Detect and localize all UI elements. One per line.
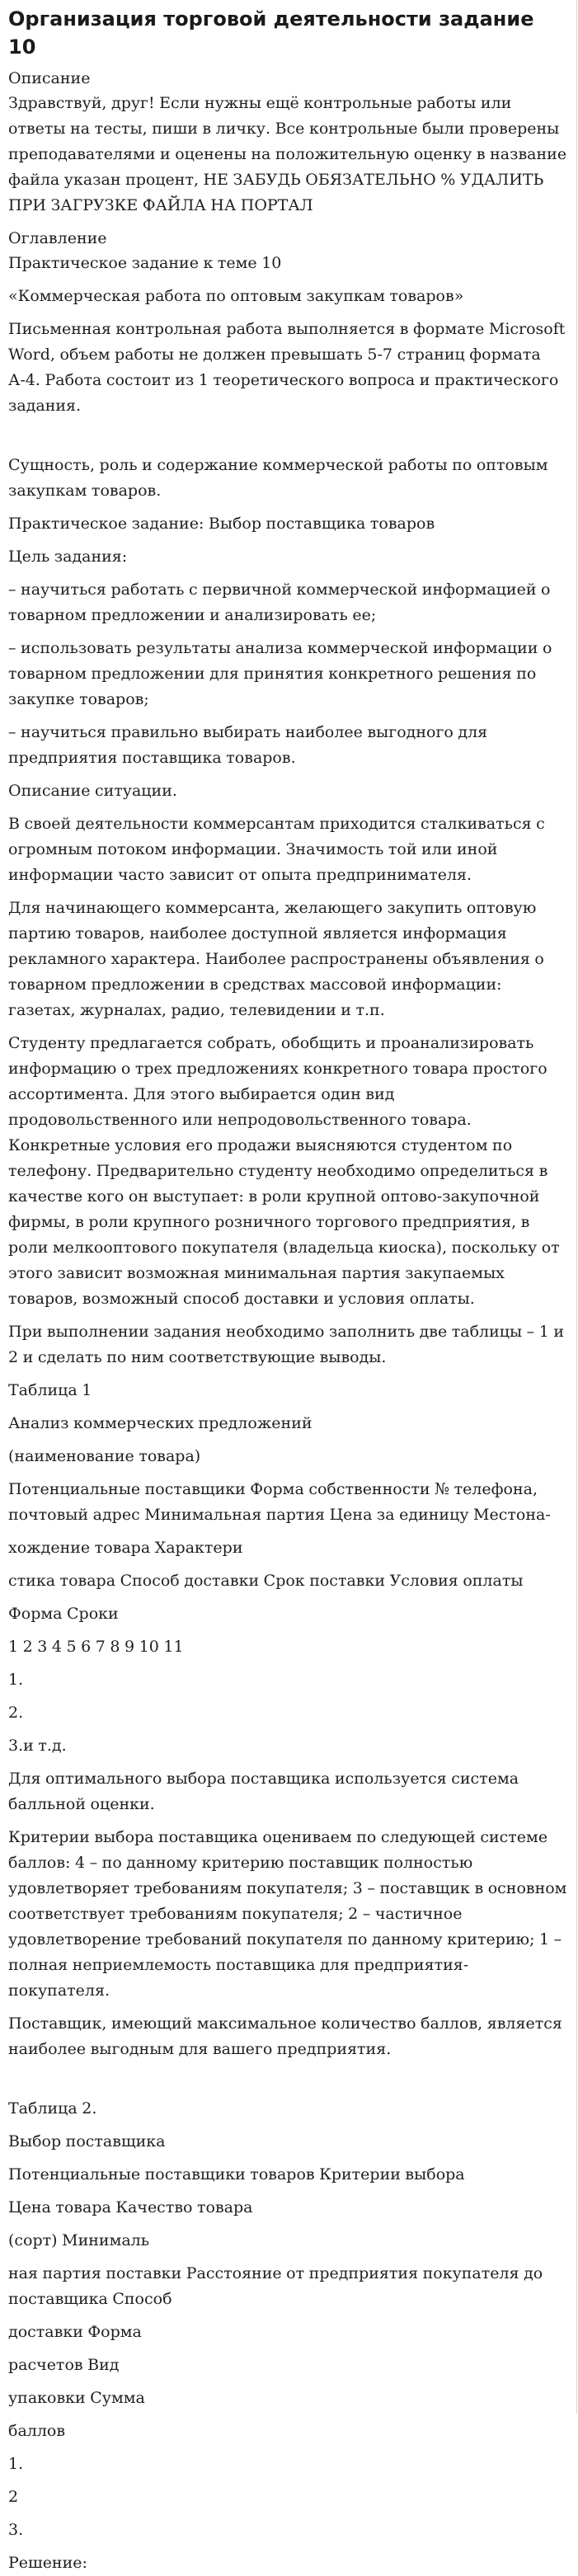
paragraph: – использовать результаты анализа коммерческой информации о товарном предложении для принятия конкретного решения по закупке товаров; [8, 639, 552, 708]
table-2-header: Потенциальные поставщики товаров Критерии выбора [8, 2165, 465, 2183]
paragraph: Для начинающего коммерсанта, желающего закупить оптовую партию товаров, наиболее доступной является информация рекламного характера. Наиболее распространены объявления о товарном предложении в средствах массовой информации: газетах, журналах, радио, телевидении и т.п. [8, 899, 544, 1019]
solution-label: Решение: [8, 2554, 87, 2572]
table-2-row: 2 [8, 2488, 19, 2506]
table-1-header: хождение товара Характери [8, 1539, 243, 1557]
table-1-row: 1. [8, 1671, 24, 1689]
table-2-row: 1. [8, 2455, 24, 2473]
paragraph: Сущность, роль и содержание коммерческой работы по оптовым закупкам товаров. [8, 456, 548, 500]
table-2-header: Цена товара Качество товара [8, 2198, 253, 2216]
table-1-header: Форма Сроки [8, 1605, 119, 1623]
paragraph: «Коммерческая работа по оптовым закупкам товаров» [8, 287, 464, 305]
paragraph: – научиться работать с первичной коммерческой информацией о товарном предложении и анализировать ее; [8, 581, 551, 624]
paragraph: – научиться правильно выбирать наиболее выгодного для предприятия поставщика товаров. [8, 723, 488, 767]
table-1-header: Потенциальные поставщики Форма собственности № телефона, почтовый адрес Минимальная партия Цена за единицу Местона- [8, 1480, 551, 1524]
paragraph: Студенту предлагается собрать, обобщить и проанализировать информацию о трех предложениях конкретного товара простого ассортимента. Для этого выбирается один вид продовольственного или непродовольственного товара. Конкретные условия его продажи выясняются студентом по телефону. Предварительно студенту необходимо определиться в качестве кого он выступает: в роли крупной оптово-закупочной фирмы, в роли крупного розничного торгового предприятия, в роли мелкооптового покупателя (владельца киоска), поскольку от этого зависит возможная минимальная партия закупаемых товаров, возможный способ доставки и условия оплаты. [8, 1034, 560, 1308]
blank-line [8, 2070, 568, 2096]
toc-label: Оглавление [8, 229, 107, 247]
paragraph: Поставщик, имеющий максимальное количество баллов, является наиболее выгодным для вашего предприятия. [8, 2014, 562, 2058]
table-2-header: баллов [8, 2422, 66, 2440]
table-2-header: доставки Форма [8, 2323, 142, 2341]
table-1-title: Анализ коммерческих предложений [8, 1414, 312, 1432]
paragraph: Описание ситуации. [8, 782, 177, 800]
paragraph: В своей деятельности коммерсантам приходится сталкиваться с огромным потоком информации. Значимость той или иной информации часто зависит от опыта предпринимателя. [8, 815, 545, 884]
task-block [8, 453, 568, 2062]
paragraph: Практическое задание к теме 10 [8, 254, 282, 272]
table-1-caption: Таблица 1 [8, 1381, 92, 1399]
paragraph: При выполнении задания необходимо заполнить две таблицы – 1 и 2 и сделать по ним соответствующие выводы. [8, 1323, 564, 1366]
table-2-row: 3. [8, 2521, 24, 2539]
description-label: Описание [8, 69, 91, 87]
paragraph: Письменная контрольная работа выполняется в формате Microsoft Word, объем работы не должен превышать 5-7 страниц формата А-4. Работа состоит из 1 теоретического вопроса и практического задания. [8, 320, 566, 415]
table-1-row: 3.и т.д. [8, 1737, 67, 1755]
table-1-column-numbers: 1 2 3 4 5 6 7 8 9 10 11 [8, 1638, 184, 1656]
paragraph: Практическое задание: Выбор поставщика товаров [8, 515, 435, 533]
table-2-title: Выбор поставщика [8, 2132, 166, 2151]
page-title: Организация торговой деятельности задание 10 [8, 7, 534, 59]
table-2-caption: Таблица 2. [8, 2099, 97, 2118]
table-2-block [8, 2096, 568, 2576]
table-2-header: (сорт) Минималь [8, 2231, 150, 2249]
description-text: Здравствуй, друг! Если нужны ещё контрольные работы или ответы на тесты, пиши в личку. Все контрольные были проверены преподавателями и оценены на положительную оценку в название файла указан процент, НЕ ЗАБУДЬ ОБЯЗАТЕЛЬНО % УДАЛИТЬ ПРИ ЗАГРУЗКЕ ФАЙЛА НА ПОРТАЛ [8, 94, 567, 214]
table-1-header: стика товара Способ доставки Срок поставки Условия оплаты [8, 1572, 524, 1590]
blank-line [8, 426, 568, 453]
paragraph: Цель задания: [8, 548, 128, 566]
intro-block [8, 251, 568, 419]
table-2-header: упаковки Сумма [8, 2389, 145, 2407]
table-2-header: ная партия поставки Расстояние от предприятия покупателя до поставщика Способ [8, 2264, 543, 2308]
table-1-subtitle: (наименование товара) [8, 1447, 201, 1465]
paragraph: Для оптимального выбора поставщика используется система балльной оценки. [8, 1770, 519, 1813]
table-1-row: 2. [8, 1704, 24, 1722]
table-2-header: расчетов Вид [8, 2356, 120, 2374]
paragraph: Критерии выбора поставщика оцениваем по следующей системе баллов: 4 – по данному критерию поставщик полностью удовлетворяет требованиям покупателя; 3 – поставщик в основном соответствует требованиям покупателя; 2 – частичное удовлетворение требований покупателя по данному критерию; 1 – полная неприемлемость поставщика для предприятия-покупателя. [8, 1828, 567, 2000]
